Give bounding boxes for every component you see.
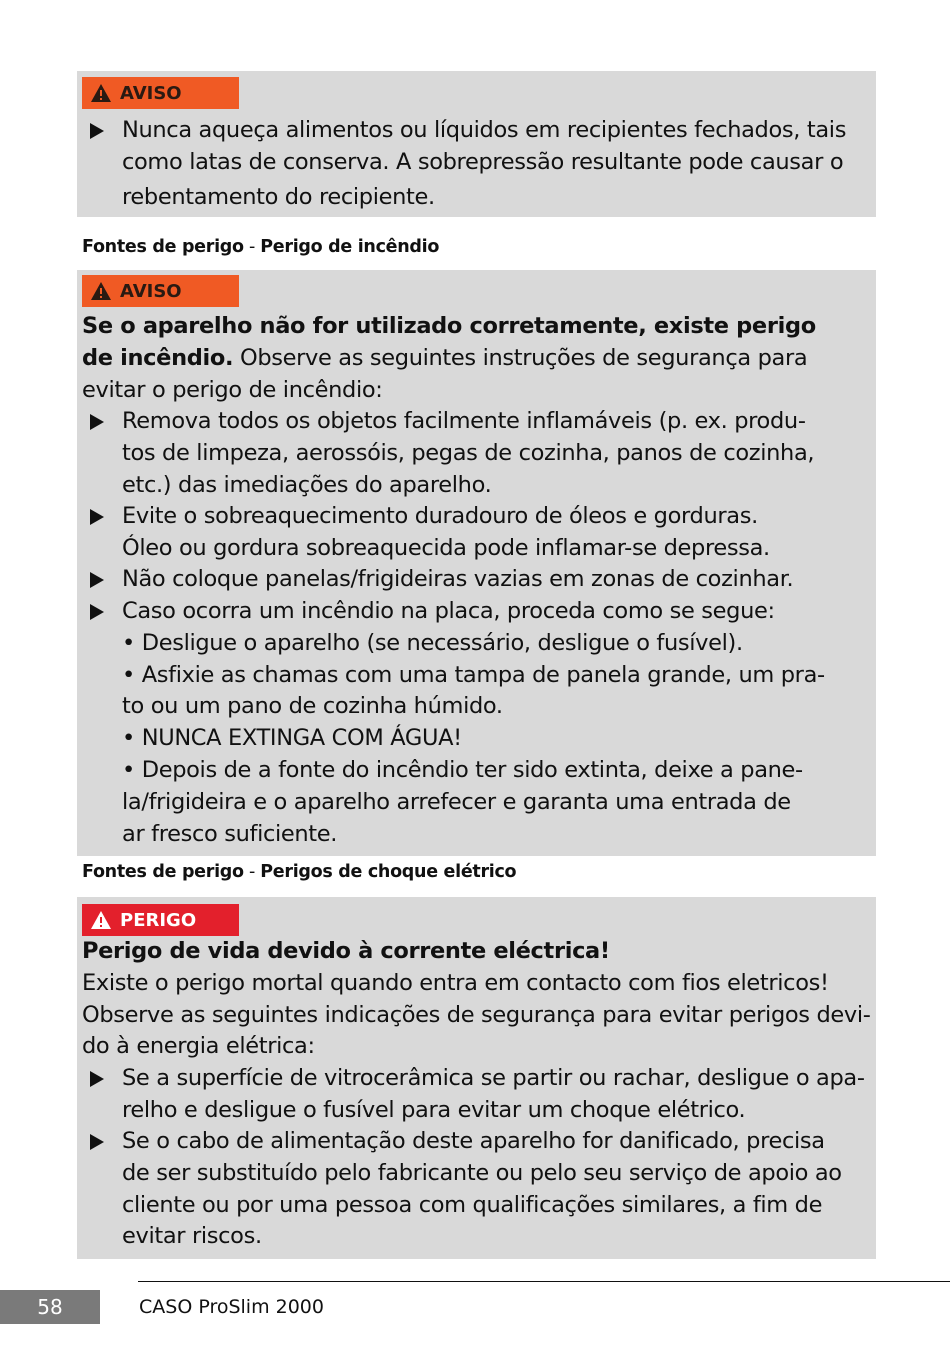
intro-text	[82, 936, 871, 1063]
warning-box-2	[77, 270, 876, 856]
item-line: Se o cabo de alimentação deste aparelho for danificado, precisa	[122, 1128, 825, 1154]
intro-line: Observe as seguintes instruções de segurança para	[233, 344, 808, 371]
item-line: relho e desligue o fusível para evitar um choque elétrico.	[122, 1096, 746, 1123]
badge-label: AVISO	[120, 280, 182, 302]
item-line: to ou um pano de cozinha húmido.	[122, 693, 503, 720]
item-line: • NUNCA EXTINGA COM ÁGUA!	[122, 725, 462, 752]
warning-triangle-icon	[90, 910, 112, 930]
item-line: cliente ou por uma pessoa com qualificações similares, a fim de	[122, 1191, 823, 1218]
item-line: rebentamento do recipiente.	[122, 183, 435, 210]
warning-triangle-icon	[90, 281, 112, 301]
warning-badge	[82, 275, 239, 307]
danger-box	[77, 897, 876, 1259]
item-line: Não coloque panelas/frigideiras vazias em zonas de cozinhar.	[122, 566, 794, 592]
danger-badge	[82, 904, 239, 936]
item-line: la/frigideira e o aparelho arrefecer e garanta uma entrada de	[122, 788, 791, 815]
item-line: ar fresco suficiente.	[122, 820, 338, 847]
heading-separator: -	[243, 862, 261, 882]
heading-part: Fontes de perigo	[82, 237, 244, 257]
intro-text	[82, 311, 816, 406]
page-number: 58	[0, 1290, 100, 1324]
footer-divider	[138, 1281, 950, 1282]
bullet-arrow-icon	[90, 414, 104, 430]
badge-label: PERIGO	[120, 909, 197, 931]
intro-bold-line: de incêndio.	[82, 344, 234, 371]
item-line: Nunca aqueça alimentos ou líquidos em recipientes fechados, tais	[122, 117, 847, 143]
bullet-arrow-icon	[90, 604, 104, 620]
intro-bold-line: Perigo de vida devido à corrente eléctrica!	[82, 938, 610, 964]
item-line: de ser substituído pelo fabricante ou pelo seu serviço de apoio ao	[122, 1159, 842, 1186]
heading-part: Perigo de incêndio	[260, 237, 440, 257]
section-heading-fire	[82, 237, 439, 257]
item-line: Óleo ou gordura sobreaquecida pode inflamar-se depressa.	[122, 534, 770, 561]
footer-title: CASO ProSlim 2000	[139, 1296, 324, 1318]
bullet-arrow-icon	[90, 123, 104, 139]
warning-triangle-icon	[90, 83, 112, 103]
section-heading-electric	[82, 862, 516, 882]
bullet-arrow-icon	[90, 572, 104, 588]
intro-line: do à energia elétrica:	[82, 1033, 315, 1060]
badge-label: AVISO	[120, 82, 182, 104]
item-line: tos de limpeza, aerossóis, pegas de cozinha, panos de cozinha,	[122, 439, 815, 466]
warning-box-1	[77, 71, 876, 217]
item-line: • Depois de a fonte do incêndio ter sido extinta, deixe a pane-	[122, 756, 803, 783]
intro-line: evitar o perigo de incêndio:	[82, 376, 383, 403]
item-line: Caso ocorra um incêndio na placa, proceda como se segue:	[122, 598, 775, 624]
bullet-arrow-icon	[90, 1134, 104, 1150]
item-line: evitar riscos.	[122, 1223, 262, 1250]
heading-part: Fontes de perigo	[82, 862, 244, 882]
item-line: Evite o sobreaquecimento duradouro de óleos e gorduras.	[122, 503, 758, 529]
item-line: etc.) das imediações do aparelho.	[122, 471, 492, 498]
intro-bold-line: Se o aparelho não for utilizado corretamente, existe perigo	[82, 313, 816, 339]
item-line: Remova todos os objetos facilmente inflamáveis (p. ex. produ-	[122, 408, 806, 434]
heading-separator: -	[243, 237, 261, 257]
item-line: como latas de conserva. A sobrepressão resultante pode causar o	[122, 148, 844, 175]
bullet-arrow-icon	[90, 1071, 104, 1087]
bullet-arrow-icon	[90, 509, 104, 525]
warning-badge	[82, 77, 239, 109]
item-line: • Asfixie as chamas com uma tampa de panela grande, um pra-	[122, 661, 825, 688]
heading-part: Perigos de choque elétrico	[260, 862, 517, 882]
intro-line: Existe o perigo mortal quando entra em contacto com fios eletricos!	[82, 969, 829, 996]
item-line: • Desligue o aparelho (se necessário, desligue o fusível).	[122, 629, 743, 656]
item-line: Se a superfície de vitrocerâmica se partir ou rachar, desligue o apa-	[122, 1065, 865, 1091]
intro-line: Observe as seguintes indicações de segurança para evitar perigos devi-	[82, 1001, 871, 1028]
